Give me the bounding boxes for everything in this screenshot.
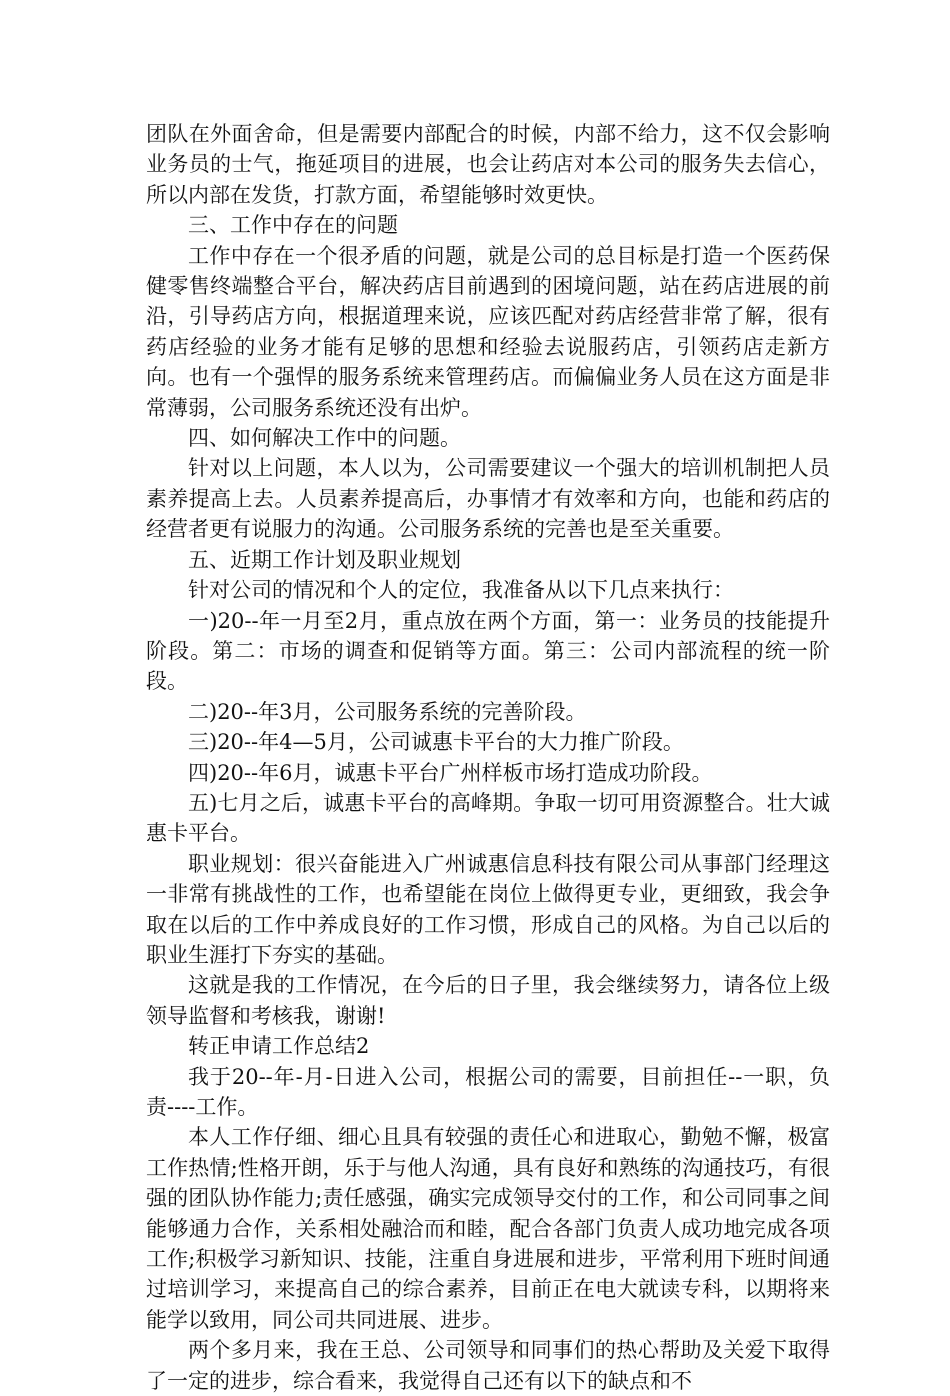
section-heading: 五、近期工作计划及职业规划 (188, 547, 461, 572)
section-heading: 三、工作中存在的问题 (188, 213, 398, 238)
paragraph: 针对以上问题，本人以为，公司需要建议一个强大的培训机制把人员素养提高上去。人员素养提高后，办事情才有效率和方向，也能和药店的经营者更有说服力的沟通。公司服务系统的完善也是至关重要。 (146, 456, 830, 542)
paragraph: 本人工作仔细、细心且具有较强的责任心和进取心，勤勉不懈，极富工作热情;性格开朗，乐于与他人沟通，具有良好和熟练的沟通技巧，有很强的团队协作能力;责任感强，确实完成领导交付的工作，和公司同事之间能够通力合作，关系相处融洽而和睦，配合各部门负责人成功地完成各项工作;积极学习新知识、技能，注重自身进展和进步，平常利用下班时间通过培训学习，来提高自己的综合素养，目前正在电大就读专科，以期将来能学以致用，同公司共同进展、进步。 (146, 1125, 830, 1332)
article-title: 转正申请工作总结2 (188, 1034, 370, 1059)
section-heading: 四、如何解决工作中的问题。 (188, 426, 461, 451)
paragraph: 团队在外面舍命，但是需要内部配合的时候，内部不给力，这不仅会影响业务员的士气，拖延项目的进展，也会让药店对本公司的服务失去信心，所以内部在发货，打款方面，希望能够时效更快。 (146, 122, 830, 207)
paragraph: 两个多月来，我在王总、公司领导和同事们的热心帮助及关爱下取得了一定的进步，综合看来，我觉得自己还有以下的缺点和不 (146, 1338, 830, 1393)
plan-item: 三)20--年4—5月，公司诚惠卡平台的大力推广阶段。 (188, 730, 684, 755)
plan-item: 二)20--年3月，公司服务系统的完善阶段。 (188, 699, 587, 724)
paragraph: 针对公司的情况和个人的定位，我准备从以下几点来执行： (188, 578, 734, 603)
plan-item: 一)20--年一月至2月，重点放在两个方面，第一：业务员的技能提升阶段。第二：市场的调查和促销等方面。第三：公司内部流程的统一阶段。 (146, 608, 830, 694)
plan-item: 四)20--年6月，诚惠卡平台广州样板市场打造成功阶段。 (188, 760, 713, 785)
paragraph: 我于20--年-月-日进入公司，根据公司的需要，目前担任--一职，负责----工作。 (146, 1064, 830, 1119)
paragraph: 工作中存在一个很矛盾的问题，就是公司的总目标是打造一个医药保健零售终端整合平台，解决药店目前遇到的困境问题，站在药店进展的前沿，引导药店方向，根据道理来说，应该匹配对药店经营非常了解，很有药店经验的业务才能有足够的思想和经验去说服药店，引领药店走新方向。也有一个强悍的服务系统来管理药店。而偏偏业务人员在这方面是非常薄弱，公司服务系统还没有出炉。 (146, 243, 830, 420)
document-body (146, 119, 830, 1396)
paragraph: 职业规划：很兴奋能进入广州诚惠信息科技有限公司从事部门经理这一非常有挑战性的工作，也希望能在岗位上做得更专业，更细致，我会争取在以后的工作中养成良好的工作习惯，形成自己的风格。为自己以后的职业生涯打下夯实的基础。 (146, 851, 830, 967)
plan-item: 五)七月之后，诚惠卡平台的高峰期。争取一切可用资源整合。壮大诚惠卡平台。 (146, 790, 830, 846)
paragraph: 这就是我的工作情况，在今后的日子里，我会继续努力，请各位上级领导监督和考核我，谢谢! (146, 973, 830, 1028)
